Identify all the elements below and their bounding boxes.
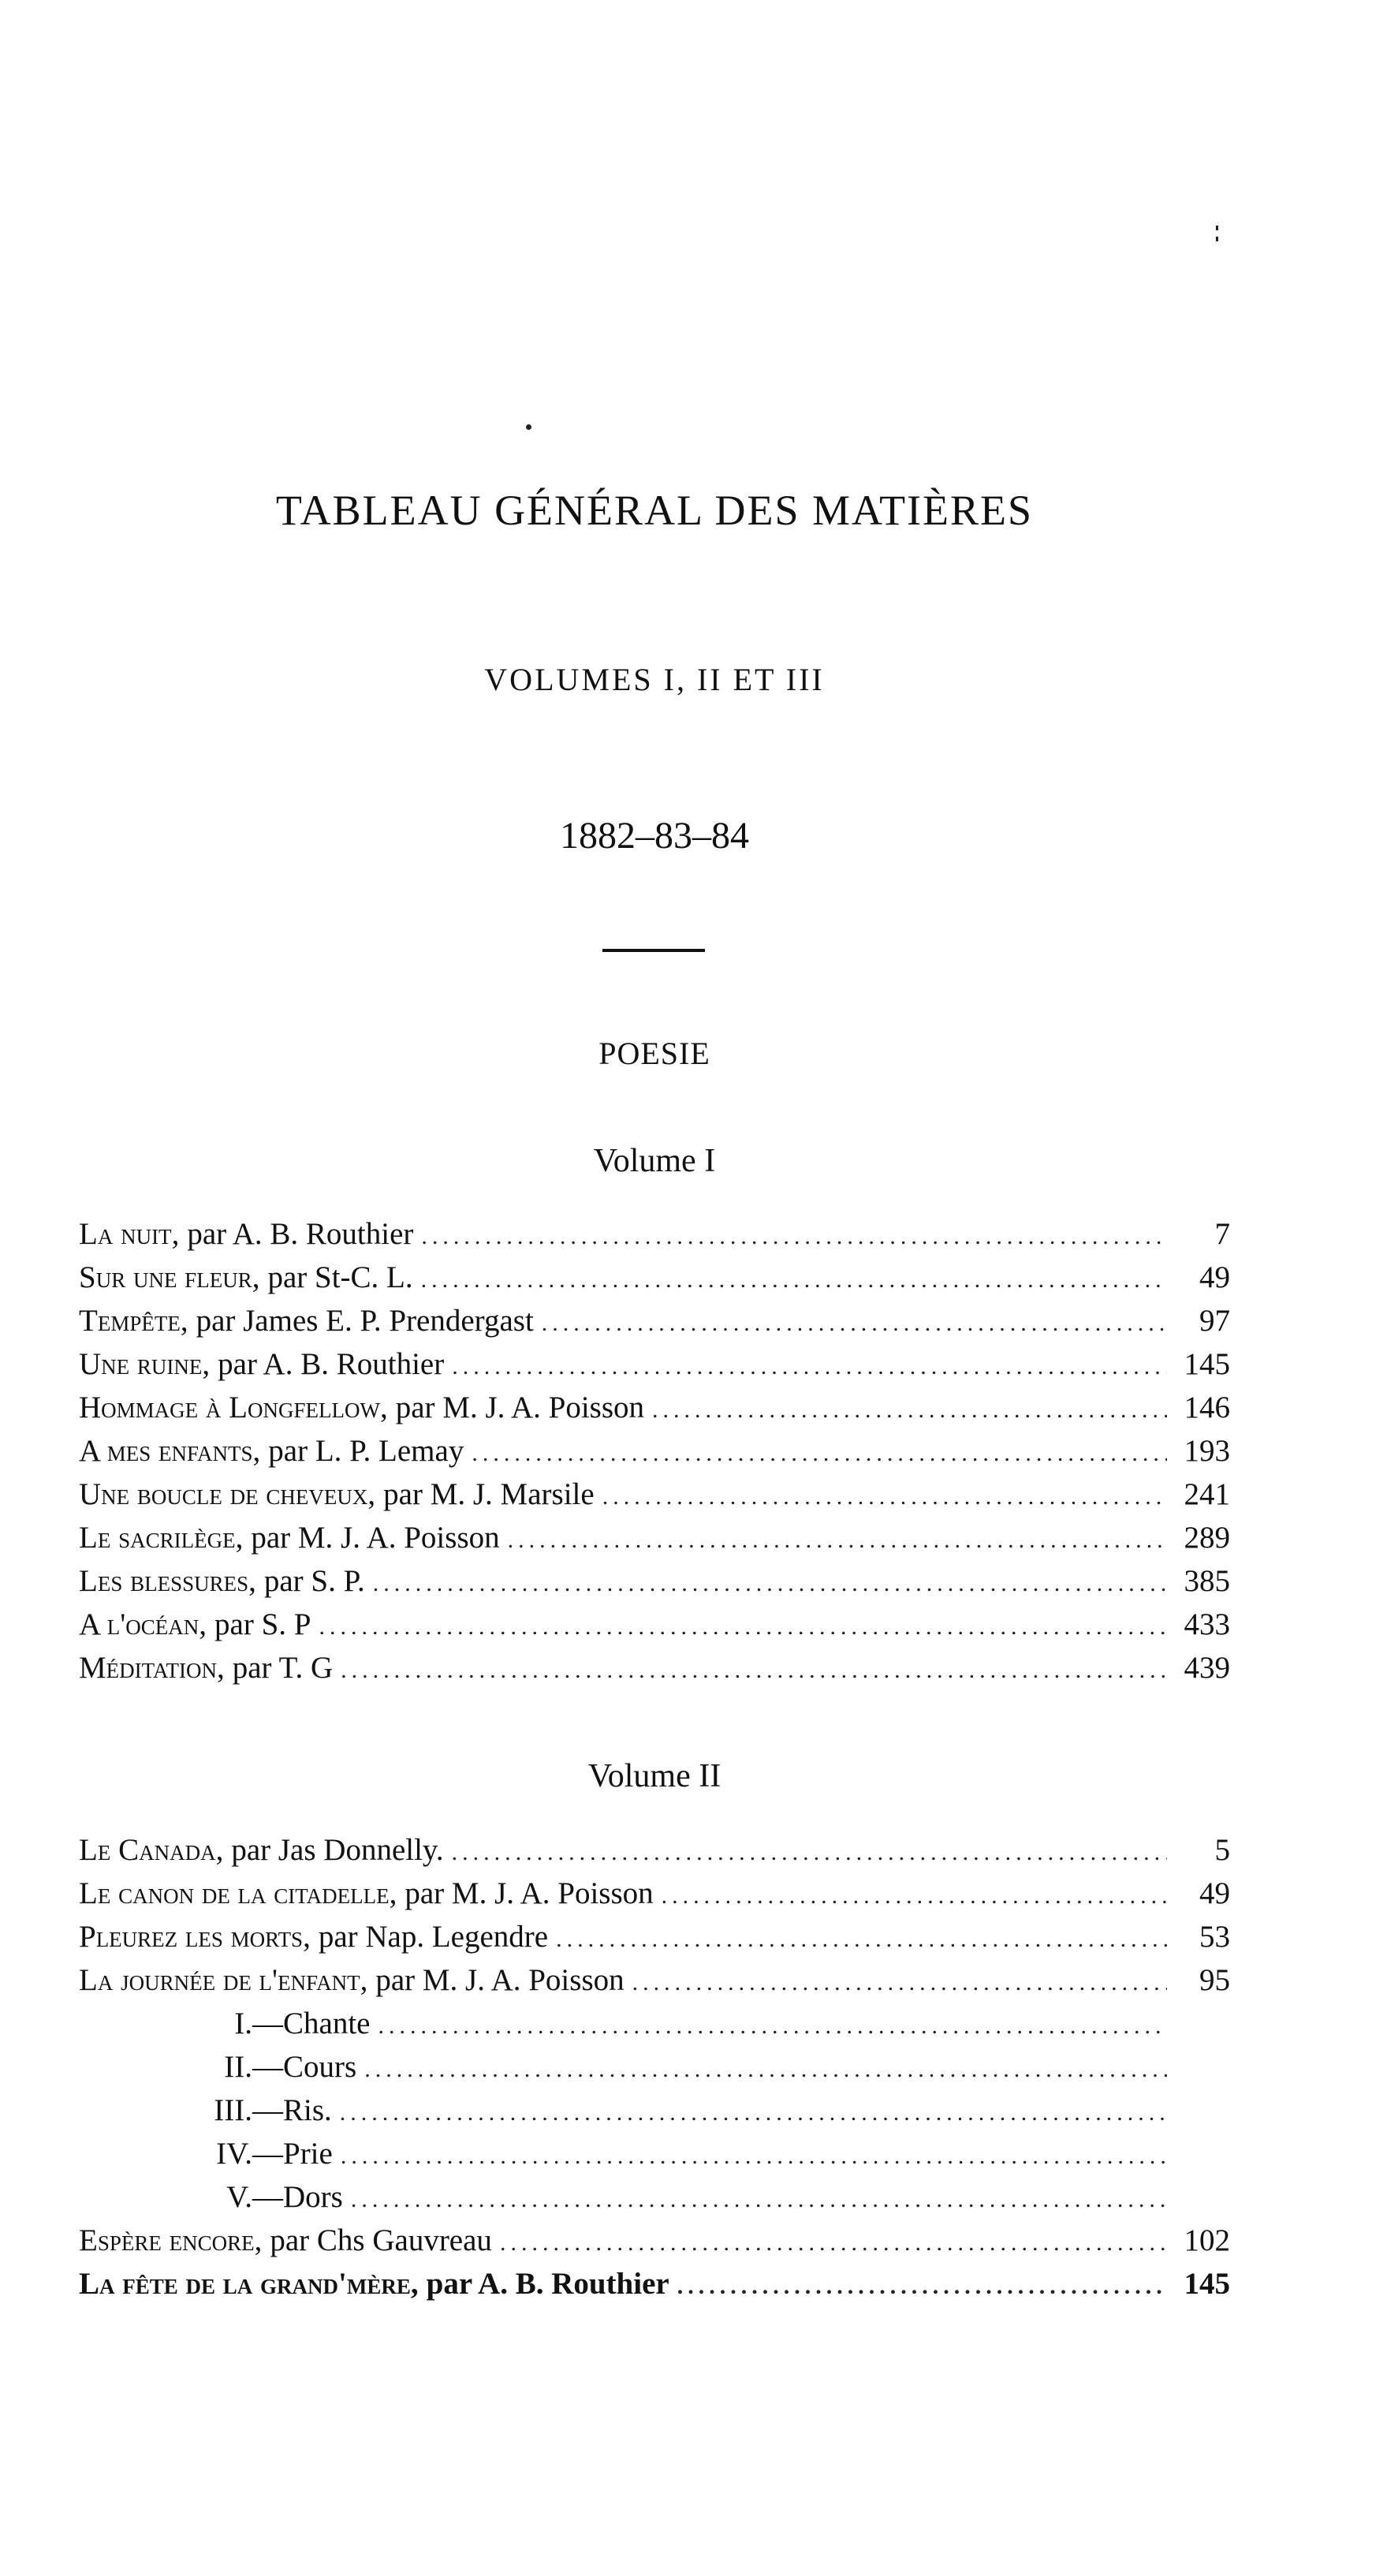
page-number: 53: [1199, 1920, 1230, 1954]
toc-subentry: [79, 2132, 1230, 2175]
dot-leader: [341, 1648, 1167, 1692]
entry-author: par A. B. Routhier: [426, 2267, 669, 2301]
dot-leader: [472, 1432, 1167, 1475]
volume-heading: Volume II: [587, 1758, 721, 1794]
page-number: 241: [1184, 1477, 1230, 1511]
subentry-number: I.: [234, 2007, 252, 2040]
entry-title: La nuit: [79, 1217, 172, 1251]
toc-entry: A l'océan , par S. P ..... 433: [79, 1603, 1230, 1646]
dot-leader: [378, 2004, 1167, 2048]
stray-mark: [1216, 226, 1218, 230]
page-number: 97: [1199, 1304, 1230, 1338]
entry-title: Le sacrilège: [79, 1521, 236, 1555]
dot-leader: [373, 1562, 1167, 1605]
dot-leader: [341, 2134, 1167, 2178]
toc-entry: La journée de l'enfant , par M. J. A. Poisson ..... 95: [79, 1958, 1230, 2002]
entry-title: Le canon de la citadelle: [79, 1876, 390, 1910]
toc-entry: Le sacrilège , par M. J. A. Poisson ..... 289: [79, 1516, 1230, 1559]
dot-leader: [421, 1258, 1167, 1301]
dot-leader: [602, 1475, 1167, 1518]
entry-title: Tempête: [79, 1304, 181, 1338]
toc-subentry: [79, 2089, 1230, 2132]
entry-title: Les blessures: [79, 1564, 249, 1598]
entry-title: Hommage à Longfellow: [79, 1391, 380, 1424]
toc-subentry: [79, 2045, 1230, 2089]
dot-leader: [500, 2221, 1167, 2264]
dot-leader: [542, 1301, 1167, 1345]
entry-title: Le Canada: [79, 1833, 216, 1867]
subentry-label: —Dors: [252, 2180, 343, 2214]
entry-author: par S. P.: [263, 1564, 365, 1598]
entry-author: par S. P: [214, 1607, 311, 1641]
entry-author: par M. J. A. Poisson: [375, 1963, 625, 1997]
entry-title: A l'océan: [79, 1607, 199, 1641]
entry-author: par A. B. Routhier: [187, 1217, 414, 1251]
page-number: 289: [1184, 1521, 1230, 1555]
page-number: 193: [1184, 1434, 1230, 1468]
toc-entry: A mes enfants , par L. P. Lemay ..... 193: [79, 1429, 1230, 1473]
toc-entry: Méditation , par T. G ..... 439: [79, 1646, 1230, 1689]
entry-author: par Chs Gauvreau: [270, 2223, 492, 2257]
entry-title: Espère encore: [79, 2223, 255, 2257]
page-number: 439: [1184, 1651, 1230, 1685]
subentry-label: —Prie: [252, 2137, 333, 2171]
dot-leader: [452, 1345, 1167, 1388]
dot-leader: [364, 2048, 1167, 2091]
toc-subentry: [79, 2175, 1230, 2219]
subentry-number: III.: [214, 2093, 252, 2127]
document-title: TABLEAU GÉNÉRAL DES MATIÈRES: [275, 487, 1034, 534]
page-number: 5: [1214, 1833, 1230, 1867]
stray-mark: [1216, 237, 1218, 241]
toc-entry: Sur une fleur , par St-C. L. ..... 49: [79, 1256, 1230, 1299]
dot-leader: [556, 1917, 1167, 1961]
entry-author: par Nap. Legendre: [318, 1920, 549, 1954]
subentry-label: —Chante: [252, 2007, 371, 2040]
entry-author: par Jas Donnelly.: [231, 1833, 444, 1867]
dot-leader: [421, 1215, 1167, 1258]
dot-leader: [662, 1874, 1167, 1917]
toc-list: [79, 1212, 1230, 1689]
page-number: 95: [1199, 1963, 1230, 1997]
entry-title: Méditation: [79, 1651, 217, 1685]
toc-entry: La fête de la grand'mère , par A. B. Routhier ..... 145: [79, 2262, 1230, 2305]
entry-title: A mes enfants: [79, 1434, 253, 1468]
title-rule: [602, 949, 705, 952]
entry-author: par St-C. L.: [267, 1260, 413, 1294]
entry-author: par L. P. Lemay: [268, 1434, 464, 1468]
subentry-number: II.: [224, 2050, 252, 2084]
entry-title: Sur une fleur: [79, 1260, 252, 1294]
subentry-number: IV.: [216, 2137, 252, 2171]
subentry-number: V.: [226, 2180, 252, 2214]
page-number: 7: [1214, 1217, 1230, 1251]
page-number: 102: [1184, 2223, 1230, 2257]
volume-heading: Volume I: [593, 1143, 716, 1179]
page-number: 49: [1199, 1260, 1230, 1294]
dot-leader: [652, 1388, 1167, 1432]
dot-leader: [351, 2178, 1167, 2221]
entry-author: par M. J. A. Poisson: [395, 1391, 645, 1424]
entry-title: Pleurez les morts: [79, 1920, 304, 1954]
stray-mark: [526, 424, 531, 430]
toc-entry: Le canon de la citadelle , par M. J. A. Poisson ..... 49: [79, 1872, 1230, 1915]
entry-title: La journée de l'enfant: [79, 1963, 360, 1997]
entry-author: par M. J. A. Poisson: [251, 1521, 500, 1555]
toc-subentry: [79, 2002, 1230, 2045]
dot-leader: [452, 1831, 1167, 1874]
toc-entry: Espère encore , par Chs Gauvreau ..... 102: [79, 2219, 1230, 2262]
dot-leader: [319, 1605, 1167, 1648]
page-number: 433: [1184, 1607, 1230, 1641]
document-years: 1882–83–84: [560, 815, 749, 857]
toc-entry: Une ruine , par A. B. Routhier ..... 145: [79, 1342, 1230, 1386]
entry-title: La fête de la grand'mère: [79, 2267, 411, 2301]
subentry-label: —Ris.: [252, 2093, 332, 2127]
entry-author: par M. J. A. Poisson: [405, 1876, 654, 1910]
dot-leader: [632, 1961, 1167, 2004]
dot-leader: [677, 2264, 1167, 2308]
dot-leader: [508, 1518, 1167, 1562]
dot-leader: [340, 2091, 1167, 2134]
toc-entry: Les blessures , par S. P. ..... 385: [79, 1559, 1230, 1603]
page-number: 146: [1184, 1391, 1230, 1424]
entry-title: Une ruine: [79, 1347, 203, 1381]
page-number: 145: [1184, 1347, 1230, 1381]
entry-title: Une boucle de cheveux: [79, 1477, 368, 1511]
toc-entry: Hommage à Longfellow , par M. J. A. Poisson ..... 146: [79, 1386, 1230, 1429]
toc-entry: Tempête , par James E. P. Prendergast ..... 97: [79, 1299, 1230, 1342]
toc-entry: Pleurez les morts , par Nap. Legendre ..... 53: [79, 1915, 1230, 1958]
toc-entry: Le Canada , par Jas Donnelly. ..... 5: [79, 1828, 1230, 1872]
section-heading: POESIE: [598, 1036, 710, 1071]
page-number: 385: [1184, 1564, 1230, 1598]
toc-list: [79, 1828, 1230, 2305]
subentry-label: —Cours: [252, 2050, 357, 2084]
page-number: 49: [1199, 1876, 1230, 1910]
document-subtitle: VOLUMES I, II ET III: [484, 662, 825, 697]
toc-entry: La nuit , par A. B. Routhier ..... 7: [79, 1212, 1230, 1256]
entry-author: par A. B. Routhier: [218, 1347, 445, 1381]
toc-entry: Une boucle de cheveux , par M. J. Marsile ..... 241: [79, 1473, 1230, 1516]
entry-author: par T. G: [232, 1651, 334, 1685]
entry-author: par James E. P. Prendergast: [196, 1304, 534, 1338]
entry-author: par M. J. Marsile: [383, 1477, 595, 1511]
page-number: 145: [1184, 2267, 1230, 2301]
